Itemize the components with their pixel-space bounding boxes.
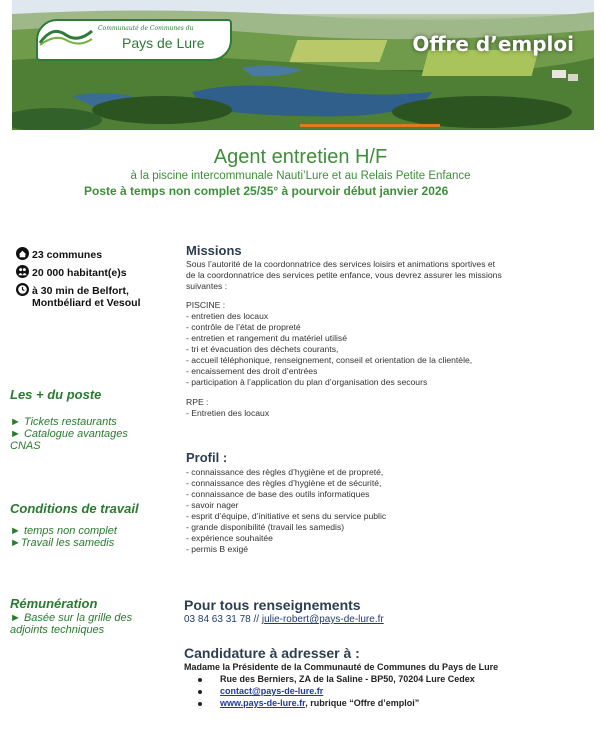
piscine-item: - entretien des locaux	[186, 311, 269, 321]
fact-habitants-text: 20 000 habitant(e)s	[32, 267, 127, 279]
conditions-item: ►Travail les samedis	[10, 537, 115, 549]
conditions-heading: Conditions de travail	[10, 501, 139, 516]
contact-email-link[interactable]: julie-robert@pays-de-lure.fr	[261, 614, 384, 625]
job-schedule: Poste à temps non complet 25/35° à pourvoir début janvier 2026	[84, 184, 449, 198]
plus-item: CNAS	[10, 440, 41, 452]
fact-communes	[16, 247, 102, 261]
profil-item: - expérience souhaitée	[186, 533, 273, 543]
candidature-email-link[interactable]: contact@pays-de-lure.fr	[220, 686, 324, 696]
header-banner	[12, 0, 594, 130]
job-location: à la piscine intercommunale Nauti’Lure et au Relais Petite Enfance	[130, 170, 471, 182]
profil-item: - esprit d’équipe, d’initiative et sens du service public	[186, 511, 387, 521]
plus-heading: Les + du poste	[10, 387, 102, 402]
profil-item: - connaissance des règles d’hygiène et de propreté,	[186, 467, 384, 477]
people-icon	[16, 265, 29, 278]
fact-habitants	[16, 265, 127, 279]
job-title: Agent entretien H/F	[213, 146, 388, 168]
remuneration-item: ► Basée sur la grille des	[10, 612, 133, 624]
piscine-item: - participation à l’application du plan d’organisation des secours	[186, 377, 428, 387]
profil-item: - connaissance des règles d’hygiène et de sécurité,	[186, 478, 382, 488]
piscine-label: PISCINE :	[186, 300, 226, 310]
piscine-item: - tri et évacuation des déchets courants,	[186, 344, 339, 354]
conditions-item: ► temps non complet	[10, 525, 117, 537]
missions-heading: Missions	[186, 243, 242, 258]
hills-logo-icon	[38, 21, 94, 47]
plus-item: ► Tickets restaurants	[10, 416, 117, 428]
profil-heading: Profil :	[186, 450, 228, 465]
missions-intro-line: Sous l’autorité de la coordonnatrice des services loisirs et animations sportives et	[186, 259, 496, 269]
remuneration-heading: Rémunération	[10, 596, 98, 611]
profil-item: - permis B exigé	[186, 544, 249, 554]
candidature-website	[220, 698, 419, 708]
missions-intro-line: de la coordonnatrice des services petite enfance, vous devrez assurer les missions	[186, 270, 502, 280]
contact-line	[184, 614, 384, 625]
renseignements-heading: Pour tous renseignements	[184, 597, 361, 613]
fact-communes-text: 23 communes	[32, 249, 103, 261]
piscine-item: - encaissement des droit d’entrées	[186, 366, 318, 376]
bullet-dot	[198, 702, 202, 706]
website-link[interactable]: www.pays-de-lure.fr	[220, 698, 306, 708]
plus-item: ► Catalogue avantages	[10, 428, 128, 440]
orange-divider	[300, 124, 440, 127]
website-suffix: , rubrique “Offre d’emploi”	[305, 698, 420, 708]
rpe-label: RPE :	[186, 397, 209, 407]
profil-item: - connaissance de base des outils informatiques	[186, 489, 370, 499]
fact-distance-line2: Montbéliard et Vesoul	[32, 297, 141, 309]
missions-intro-line: suivantes :	[186, 281, 228, 291]
piscine-item: - contrôle de l’état de propreté	[186, 322, 301, 332]
home-icon	[16, 247, 29, 260]
fact-distance-text: à 30 min de Belfort,	[32, 285, 129, 297]
offer-label: Offre d’emploi	[412, 32, 574, 56]
fact-distance	[16, 283, 129, 297]
remuneration-item: adjoints techniques	[10, 624, 105, 636]
logo-title: Pays de Lure	[122, 35, 205, 51]
piscine-item: - accueil téléphonique, renseignement, conseil et orientation de la clientèle,	[186, 355, 473, 365]
contact-phone: 03 84 63 31 78 //	[184, 614, 262, 625]
piscine-item: - entretien et rangement du matériel utilisé	[186, 333, 347, 343]
rpe-item: - Entretien des locaux	[186, 408, 270, 418]
profil-item: - savoir nager	[186, 500, 239, 510]
logo-subtitle: Communauté de Communes du	[98, 25, 194, 32]
clock-icon	[16, 283, 29, 296]
pays-de-lure-logo	[36, 19, 232, 61]
profil-item: - grande disponibilité (travail les samedis)	[186, 522, 345, 532]
candidature-recipient: Madame la Présidente de la Communauté de Communes du Pays de Lure	[184, 662, 499, 672]
candidature-heading: Candidature à adresser à :	[184, 645, 360, 661]
bullet-dot	[198, 678, 202, 682]
bullet-dot	[198, 690, 202, 694]
candidature-address: Rue des Berniers, ZA de la Saline - BP50, 70204 Lure Cedex	[220, 674, 475, 684]
candidature-email	[220, 686, 323, 696]
